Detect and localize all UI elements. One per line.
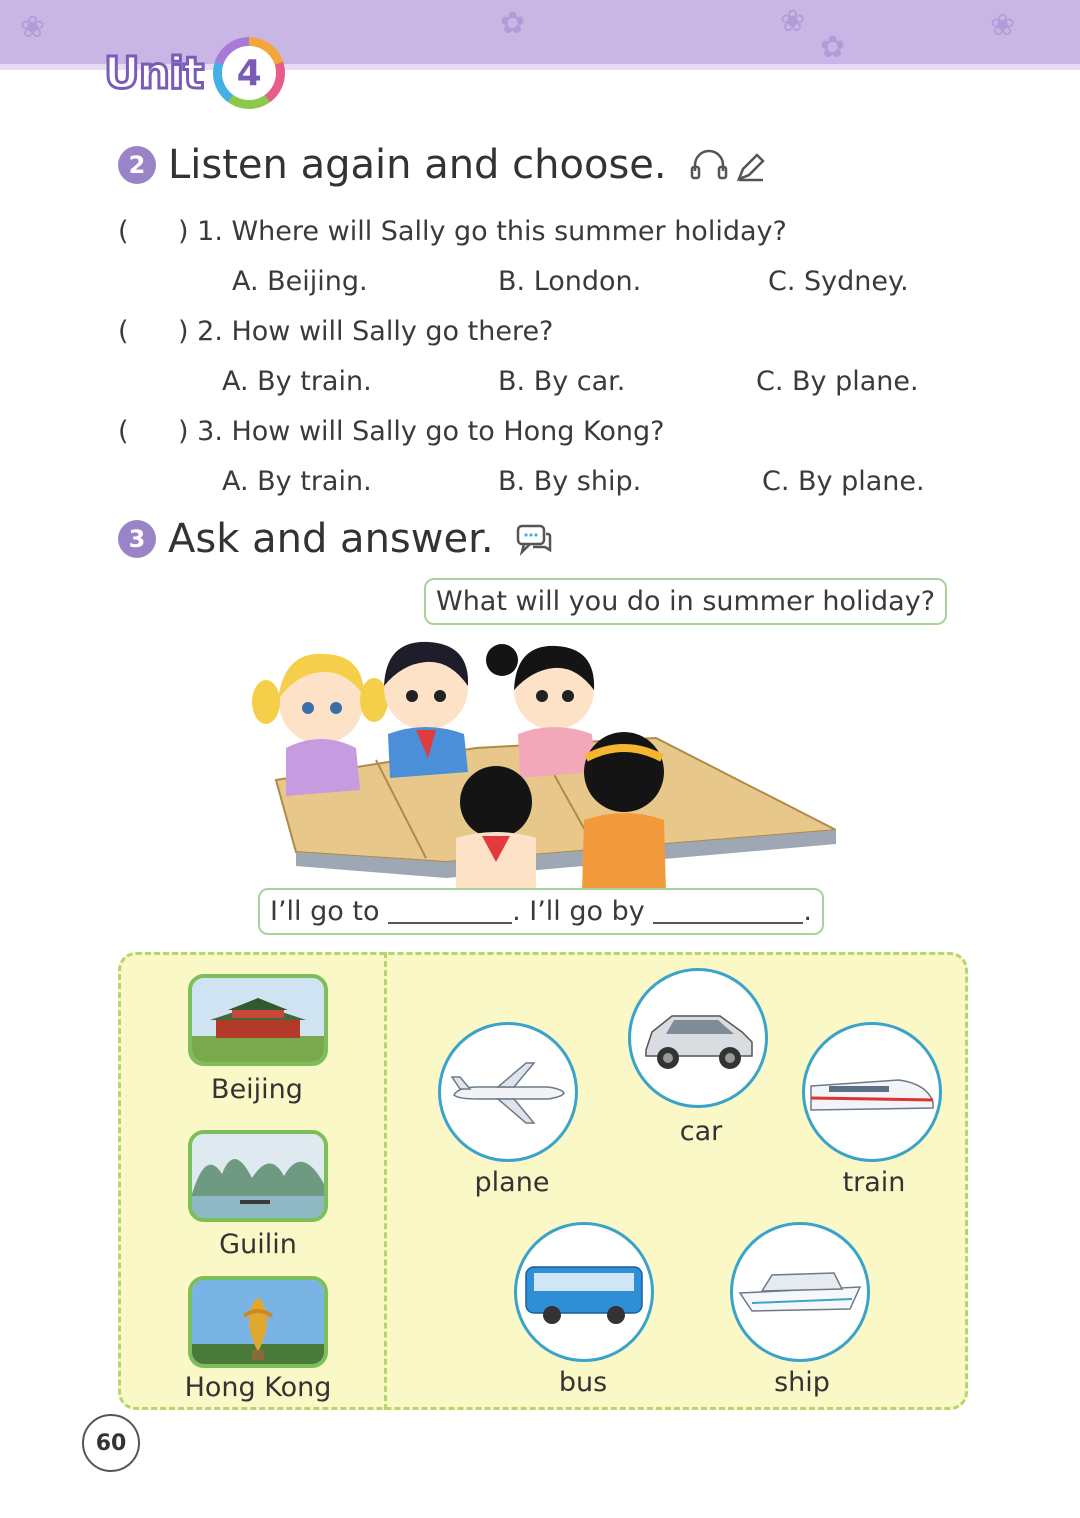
vehicle-label-plane: plane bbox=[474, 1167, 550, 1198]
option-b: B. By car. bbox=[498, 366, 626, 397]
question-text: 1. Where will Sally go this summer holiday? bbox=[197, 216, 787, 247]
option-b: B. London. bbox=[498, 266, 642, 297]
beijing-photo bbox=[188, 974, 328, 1066]
question-text: 3. How will Sally go to Hong Kong? bbox=[197, 416, 665, 447]
vehicle-label-ship: ship bbox=[774, 1367, 830, 1398]
place-label-beijing: Beijing bbox=[211, 1074, 303, 1105]
option-a: A. By train. bbox=[222, 366, 372, 397]
question-text: 2. How will Sally go there? bbox=[197, 316, 554, 347]
answer-speech-bubble bbox=[258, 888, 824, 935]
answer-prefix: I’ll go to bbox=[270, 896, 380, 927]
butterfly-icon: ❀ bbox=[990, 8, 1016, 43]
hong-kong-photo bbox=[188, 1276, 328, 1368]
place-label-hong-kong: Hong Kong bbox=[184, 1372, 332, 1403]
butterfly-icon: ❀ bbox=[780, 4, 806, 39]
paren-close: ) bbox=[178, 316, 189, 347]
section-number: 2 bbox=[118, 146, 156, 184]
paren-close: ) bbox=[178, 216, 189, 247]
train-picture bbox=[802, 1022, 942, 1162]
section-title: Ask and answer. bbox=[168, 516, 494, 562]
car-icon bbox=[638, 998, 758, 1078]
ship-picture bbox=[730, 1222, 870, 1362]
bus-icon bbox=[522, 1257, 646, 1327]
vehicle-label-bus: bus bbox=[558, 1367, 608, 1398]
plane-picture bbox=[438, 1022, 578, 1162]
children-illustration bbox=[236, 630, 836, 892]
option-c: C. Sydney. bbox=[768, 266, 909, 297]
section-title: Listen again and choose. bbox=[168, 142, 667, 188]
bubble-text: What will you do in summer holiday? bbox=[436, 586, 936, 617]
chat-bubble-icon bbox=[516, 522, 552, 556]
butterfly-icon: ✿ bbox=[500, 6, 526, 41]
unit-number: 4 bbox=[222, 46, 276, 100]
butterfly-icon: ✿ bbox=[820, 30, 846, 65]
vehicle-label-train: train bbox=[842, 1167, 906, 1198]
answer-blank[interactable]: ( bbox=[118, 216, 129, 247]
question-speech-bubble bbox=[424, 578, 947, 625]
unit-word: Unit bbox=[104, 47, 204, 99]
butterfly-icon: ❀ bbox=[20, 10, 46, 45]
train-icon bbox=[809, 1062, 935, 1122]
option-a: A. Beijing. bbox=[232, 266, 368, 297]
section-3-heading bbox=[118, 516, 552, 562]
word-bank-divider bbox=[384, 952, 387, 1410]
guilin-photo bbox=[188, 1130, 328, 1222]
ship-icon bbox=[738, 1257, 862, 1327]
answer-end: . bbox=[803, 896, 812, 927]
page-number: 60 bbox=[82, 1414, 140, 1472]
option-b: B. By ship. bbox=[498, 466, 642, 497]
vehicle-blank[interactable] bbox=[653, 922, 803, 924]
headphones-pencil-icon bbox=[689, 147, 765, 183]
place-blank[interactable] bbox=[388, 922, 512, 924]
section-number: 3 bbox=[118, 520, 156, 558]
car-picture bbox=[628, 968, 768, 1108]
question-3 bbox=[118, 416, 664, 447]
unit-badge bbox=[104, 38, 285, 108]
bus-picture bbox=[514, 1222, 654, 1362]
question-1 bbox=[118, 216, 787, 247]
vehicle-label-car: car bbox=[679, 1116, 723, 1147]
unit-number-ring bbox=[213, 37, 285, 109]
answer-blank[interactable]: ( bbox=[118, 416, 129, 447]
option-c: C. By plane. bbox=[762, 466, 925, 497]
plane-icon bbox=[448, 1057, 568, 1127]
option-c: C. By plane. bbox=[756, 366, 919, 397]
section-2-heading bbox=[118, 142, 765, 188]
answer-blank[interactable]: ( bbox=[118, 316, 129, 347]
paren-close: ) bbox=[178, 416, 189, 447]
place-label-guilin: Guilin bbox=[219, 1229, 297, 1260]
answer-middle: . I’ll go by bbox=[512, 896, 645, 927]
option-a: A. By train. bbox=[222, 466, 372, 497]
question-2 bbox=[118, 316, 553, 347]
